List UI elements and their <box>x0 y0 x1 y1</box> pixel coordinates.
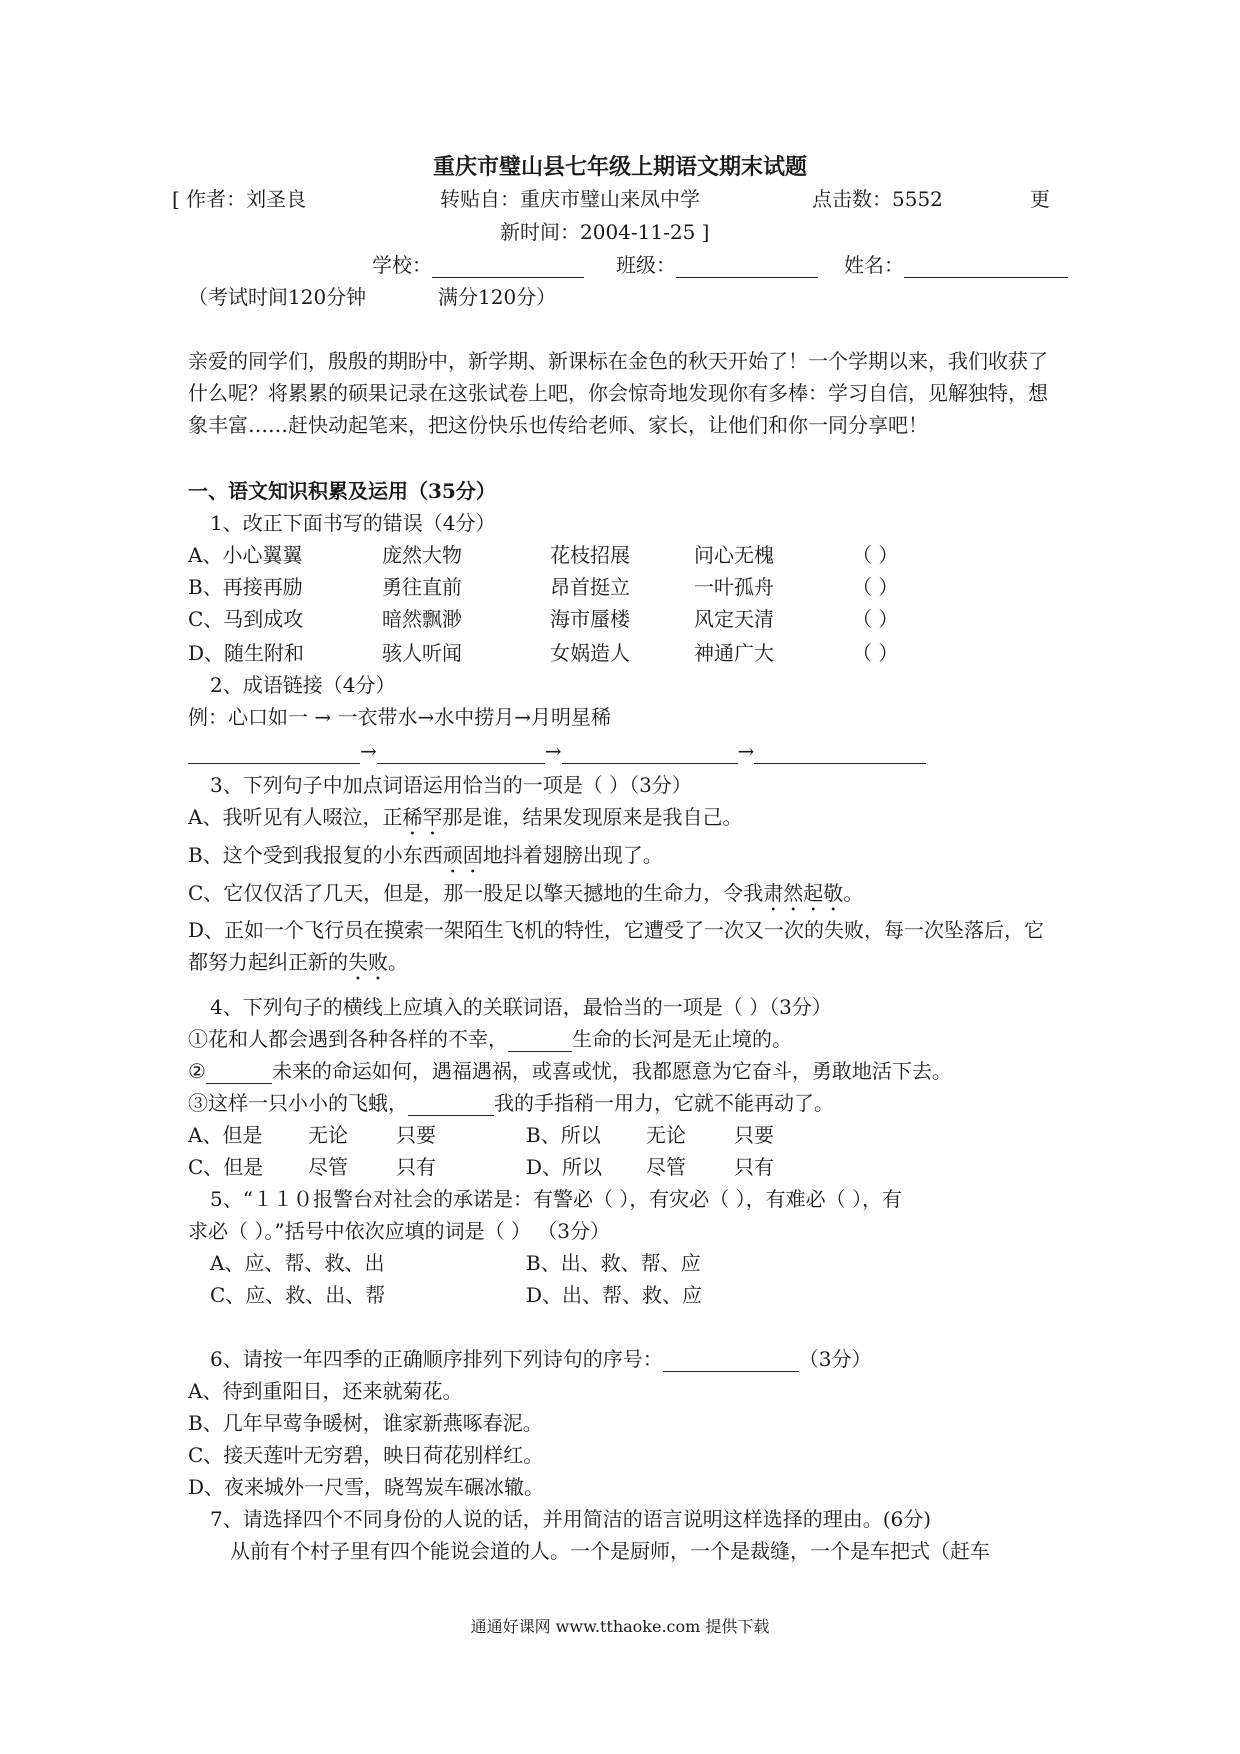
q1-answer-paren: （ ） <box>852 543 899 567</box>
q4-sentence-1: ①花和人都会遇到各种各样的不幸， 生命的长河是无止境的。 <box>188 1027 792 1051</box>
q1-answer-paren: （ ） <box>852 575 899 599</box>
q5-option-a: A、应、帮、救、出 <box>210 1251 385 1275</box>
dotted-word: 失败 <box>348 950 388 974</box>
q1-title: 1、改正下面书写的错误（4分） <box>210 511 496 535</box>
q1-word: 暗然飘渺 <box>382 607 462 631</box>
q1-word: 风定天清 <box>694 607 774 631</box>
q4-option-word: D、所以 <box>526 1155 603 1179</box>
q5-option-b: B、出、救、帮、应 <box>526 1251 701 1275</box>
q3-option-a: A、我听见有人啜泣，正稀罕那是谁，结果发现原来是我自己。 <box>188 805 743 829</box>
q1-word: B、再接再励 <box>188 575 303 599</box>
q1-answer-paren: （ ） <box>852 607 899 631</box>
q1-word: 神通广大 <box>694 641 774 665</box>
q4-sentence-3: ③这样一只小小的飞蛾， 我的手指稍一用力，它就不能再动了。 <box>188 1091 834 1115</box>
school-field <box>372 252 584 278</box>
class-label: 班级： <box>616 253 676 277</box>
dotted-word: 稀罕 <box>402 805 443 829</box>
exam-time: （考试时间120分钟 <box>188 285 367 309</box>
q7-text: 从前有个村子里有四个能说会道的人。一个是厨师，一个是裁缝，一个是车把式（赶车 <box>230 1539 990 1563</box>
q1-word: 问心无槐 <box>694 543 774 567</box>
dotted-word: 顽固 <box>442 843 483 867</box>
class-blank[interactable] <box>676 257 818 278</box>
name-blank[interactable] <box>904 257 1068 278</box>
q1-word: 一叶孤舟 <box>694 575 774 599</box>
q6-blank[interactable] <box>663 1351 799 1372</box>
q1-word: 女娲造人 <box>550 641 630 665</box>
q6-title: 6、请按一年四季的正确顺序排列下列诗句的序号： （3分） <box>210 1347 872 1371</box>
chain-blank[interactable] <box>188 743 360 764</box>
click-count: 点击数：5552 <box>812 187 943 211</box>
source-info: 转贴自：重庆市璧山来凤中学 <box>440 187 700 211</box>
q2-chain <box>188 738 926 764</box>
q4-blank[interactable] <box>508 1031 572 1052</box>
q4-title: 4、下列句子的横线上应填入的关联词语，最恰当的一项是（ ）（3分） <box>210 995 832 1019</box>
q3-option-d: D、正如一个飞行员在摸索一架陌生飞机的特性，它遭受了一次又一次的失败，每一次坠落后，它都努力起纠正新的失败。 <box>188 918 1045 974</box>
name-field <box>844 252 1068 278</box>
q1-answer-paren: （ ） <box>852 641 899 665</box>
q5-option-c: C、应、救、出、帮 <box>210 1283 386 1307</box>
q1-word: 勇往直前 <box>382 575 462 599</box>
name-label: 姓名： <box>844 253 904 277</box>
q4-sentence-2: ② 未来的命运如何，遇福遇祸，或喜或忧，我都愿意为它奋斗，勇敢地活下去。 <box>188 1059 952 1083</box>
chain-blank[interactable] <box>562 743 738 764</box>
q4-blank[interactable] <box>206 1063 272 1084</box>
q7-title: 7、请选择四个不同身份的人说的话，并用简洁的语言说明这样选择的理由。(6分) <box>210 1507 932 1531</box>
update-time: 新时间：2004-11-25 ] <box>500 220 710 244</box>
q4-option-word: 只要 <box>734 1123 774 1147</box>
q4-option-word: 无论 <box>308 1123 348 1147</box>
q4-option-word: 只有 <box>396 1155 436 1179</box>
q2-example: 例：心口如一 → 一衣带水→水中捞月→月明星稀 <box>188 705 611 729</box>
q4-option-word: C、但是 <box>188 1155 264 1179</box>
q1-word: 昂首挺立 <box>550 575 630 599</box>
q6-line-c: C、接天莲叶无穷碧，映日荷花别样红。 <box>188 1443 544 1467</box>
page-title: 重庆市璧山县七年级上期语文期末试题 <box>432 154 807 180</box>
q5-title-2: 求必（ ）。”括号中依次应填的词是（ ） （3分） <box>188 1219 611 1243</box>
q1-word: 海市蜃楼 <box>550 607 630 631</box>
q3-option-c: C、它仅仅活了几天，但是，那一股足以擎天撼地的生命力，令我肃然起敬。 <box>188 881 864 905</box>
update-char: 更 <box>1030 187 1050 211</box>
section-heading: 一、语文知识积累及运用（35分） <box>188 479 496 503</box>
author-info: [ 作者：刘圣良 <box>172 187 307 211</box>
q4-option-word: A、但是 <box>188 1123 263 1147</box>
q1-word: C、马到成攻 <box>188 607 304 631</box>
page-footer: 通通好课网 www.tthaoke.com 提供下载 <box>470 1617 770 1636</box>
q6-line-a: A、待到重阳日，还来就菊花。 <box>188 1379 463 1403</box>
class-field <box>616 252 818 278</box>
q3-title: 3、下列句子中加点词语运用恰当的一项是（ ）（3分） <box>210 773 692 797</box>
q5-title: 5、“１１０报警台对社会的承诺是：有警必（ ），有灾必（ ），有难必（ ），有 <box>210 1187 903 1211</box>
q4-option-word: 尽管 <box>646 1155 686 1179</box>
q1-word: 骇人听闻 <box>382 641 462 665</box>
q1-word: 花枝招展 <box>550 543 630 567</box>
school-blank[interactable] <box>432 257 584 278</box>
dotted-word: 肃然起敬 <box>763 881 844 905</box>
q4-option-word: 只有 <box>734 1155 774 1179</box>
q3-option-b: B、这个受到我报复的小东西顽固地抖着翅膀出现了。 <box>188 843 663 867</box>
chain-blank[interactable] <box>754 743 926 764</box>
intro-paragraph: 亲爱的同学们，殷殷的期盼中，新学期、新课标在金色的秋天开始了！一个学期以来，我们收获了什么呢？将累累的硕果记录在这张试卷上吧，你会惊奇地发现你有多棒：学习自信，见解独特，想象丰富……赶快动起笔来，把这份快乐也传给老师、家长，让他们和你一同分享吧！ <box>188 349 1048 437</box>
school-label: 学校： <box>372 253 432 277</box>
q5-option-d: D、出、帮、救、应 <box>526 1283 703 1307</box>
q4-option-word: 无论 <box>646 1123 686 1147</box>
q6-line-d: D、夜来城外一尺雪，晓驾炭车碾冰辙。 <box>188 1475 545 1499</box>
q4-option-word: B、所以 <box>526 1123 601 1147</box>
q2-title: 2、成语链接（4分） <box>210 673 396 697</box>
q1-word: A、小心翼翼 <box>188 543 303 567</box>
q1-word: D、随生附和 <box>188 641 305 665</box>
arrow: → <box>360 739 377 763</box>
q4-blank[interactable] <box>408 1095 494 1116</box>
q4-option-word: 只要 <box>396 1123 436 1147</box>
q1-word: 庞然大物 <box>382 543 462 567</box>
arrow: → <box>737 739 755 763</box>
chain-blank[interactable] <box>377 743 545 764</box>
full-score: 满分120分） <box>438 285 557 309</box>
q6-line-b: B、几年早莺争暖树，谁家新燕啄春泥。 <box>188 1411 543 1435</box>
q4-option-word: 尽管 <box>308 1155 348 1179</box>
arrow: → <box>544 739 562 763</box>
